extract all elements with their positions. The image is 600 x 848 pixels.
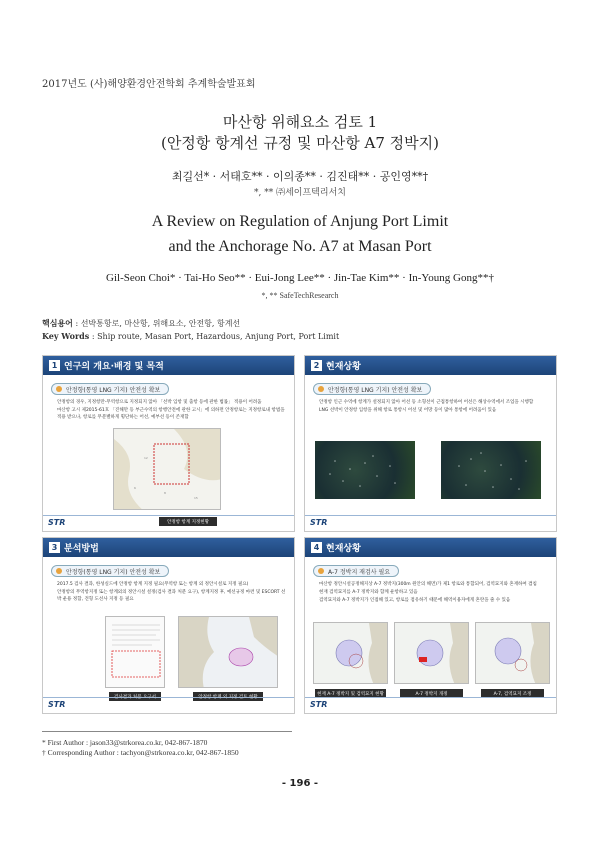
slide-footer-line bbox=[43, 697, 294, 698]
footnote-divider bbox=[42, 731, 292, 732]
slide-bullets bbox=[43, 578, 294, 603]
slide-number: 4 bbox=[311, 542, 322, 553]
slide-title-bar bbox=[305, 538, 556, 557]
slide-title: 현재상황 bbox=[326, 362, 361, 372]
affiliation-en: *, ** SafeTechResearch bbox=[261, 291, 339, 300]
bullet: LNG 선박이 안정항 입항을 위해 항로 통항시 어선 및 어망 등이 많아 통항에 어려움이 있음 bbox=[319, 408, 497, 413]
bullet: 2017.5 검사 결과, 한성실드에 안정항 항계 지정 필요(무역항 또는 항계 외 정안시설로 지정 필요) bbox=[57, 582, 249, 587]
slide-title-bar bbox=[305, 356, 556, 375]
chart-map-image bbox=[113, 428, 221, 510]
slide-number: 3 bbox=[49, 542, 60, 553]
image-caption: 안정항 항계 지정현황 bbox=[159, 517, 217, 526]
slide-pill: A-7 정박지 재검사 필요 bbox=[313, 565, 399, 577]
bullet-dot-icon bbox=[318, 386, 324, 392]
bullet: 현재 검역묘지를 A-7 정박지와 함께 운항하고 있음 bbox=[319, 590, 418, 595]
svg-text:8: 8 bbox=[164, 491, 166, 495]
aerial-photo-1 bbox=[315, 441, 415, 499]
footnote-corresponding-author: † Corresponding Author : tachyon@strkorea.co.kr, 042-867-1850 bbox=[42, 748, 239, 757]
bullet: 안정항의 경우, 지정항만-무역항으로 지정되지 않아 「선박 입항 및 출항 등에 관한 법률」 적용이 어려움 bbox=[57, 400, 262, 405]
svg-text:12: 12 bbox=[144, 456, 148, 460]
chart-map-image bbox=[313, 622, 388, 684]
bullet: 마산항 고시 제2015-61호 「진해만 등 부근수역의 항행안전에 관한 고시」에 의하면 안정항로는 지정항로내 항법을 적용 받으나, 항로를 무분별하게 횡단하는 어선, 예부선 등이 존재함 bbox=[57, 408, 285, 420]
keywords-ko-label: 핵심용어 bbox=[42, 318, 73, 328]
document-image bbox=[105, 616, 165, 688]
slide-title-bar bbox=[43, 356, 294, 375]
bullet-dot-icon bbox=[56, 568, 62, 574]
bullet-dot-icon bbox=[318, 568, 324, 574]
slide-4 bbox=[304, 537, 557, 714]
keywords-en-text: : Ship route, Masan Port, Hazardous, Anjung Port, Port Limit bbox=[91, 332, 340, 341]
str-logo: STR bbox=[48, 518, 66, 527]
slide-footer-line bbox=[305, 515, 556, 516]
chart-map-image bbox=[394, 622, 469, 684]
slide-pill: 안정항(통영 LNG 기지) 안전성 확보 bbox=[51, 565, 169, 577]
image-caption: A-7, 검역묘지 조정 bbox=[481, 689, 544, 698]
conference-header: 2017년도 (사)해양환경안전학회 추계학술발표회 bbox=[42, 79, 256, 90]
authors-en: Gil-Seon Choi* · Tai-Ho Seo** · Eui-Jong Lee** · Jin-Tae Kim** · In-Young Gong**† bbox=[106, 272, 494, 284]
svg-text:6: 6 bbox=[134, 486, 136, 490]
slide-footer-line bbox=[43, 515, 294, 516]
str-logo: STR bbox=[310, 700, 328, 709]
title-ko-line-1: 마산항 위해요소 검토 1 bbox=[222, 113, 378, 131]
image-caption: 현재 A-7 정박지 및 검역묘지 현황 bbox=[315, 689, 386, 698]
keywords-ko bbox=[42, 318, 240, 329]
bullet: 마산항 정안시설공정해지상 A-7 정박지(300m 원안의 해면)가 제1 항로와 통합되어, 검역묘지와 혼재하여 겹침 bbox=[319, 582, 537, 587]
bullet: 검역묘지와 A-7 정박지가 인접해 있고, 항로를 점유하기 때문에 해역이용자에게 혼란을 줄 수 있음 bbox=[319, 598, 511, 603]
str-logo: STR bbox=[48, 700, 66, 709]
slide-title: 분석방법 bbox=[64, 544, 99, 554]
slide-1 bbox=[42, 355, 295, 532]
image-caption: A-7 정박지 개정 bbox=[400, 689, 463, 698]
keywords-en-label: Key Words bbox=[42, 331, 90, 341]
page-number: - 196 - bbox=[281, 778, 319, 789]
slide-bullets bbox=[305, 396, 556, 414]
affiliation-ko: *, ** ㈜세이프텍리서치 bbox=[254, 188, 346, 198]
slide-pill: 안정항(통영 LNG 기지) 안전성 확보 bbox=[313, 383, 431, 395]
keywords-ko-text: : 선박통항로, 마산항, 위해요소, 안전항, 항계선 bbox=[75, 319, 241, 328]
bullet: 안정항의 무역항지정 또는 항계외의 정안시설 설정(검사 결과 처분 요구), 항계지정 후, 예선규정 마련 및 ESCORT 선박 운용 정함, 견형 도선사 지정 등 필요 bbox=[57, 590, 286, 602]
svg-text:15: 15 bbox=[194, 496, 198, 500]
slide-3 bbox=[42, 537, 295, 714]
keywords-en bbox=[42, 331, 339, 341]
title-en-line-2: and the Anchorage No. A7 at Masan Port bbox=[168, 238, 432, 255]
chart-map-image bbox=[475, 622, 550, 684]
slide-number: 2 bbox=[311, 360, 322, 371]
title-ko-line-2: (안정항 항계선 규정 및 마산항 A7 정박지) bbox=[160, 134, 440, 152]
bullet-dot-icon bbox=[56, 386, 62, 392]
aerial-photo-2 bbox=[441, 441, 541, 499]
slide-footer-line bbox=[305, 697, 556, 698]
slide-bullets bbox=[43, 396, 294, 421]
slide-title: 현재상황 bbox=[326, 544, 361, 554]
slide-title-bar bbox=[43, 538, 294, 557]
slide-2 bbox=[304, 355, 557, 532]
slide-title: 연구의 개요·배경 및 목적 bbox=[64, 362, 164, 372]
authors-ko: 최길선* · 서태호** · 이의종** · 김진태** · 공인영**† bbox=[171, 170, 429, 183]
bullet: 안정항 인근 수역에 항계가 설정되지 않아 어선 등 소형선이 근접통항하여 어선은 해상수역에서 조업을 시행함 bbox=[319, 400, 534, 405]
slide-pill: 안정항(통영 LNG 기지) 안전성 확보 bbox=[51, 383, 169, 395]
slide-bullets bbox=[305, 578, 556, 604]
chart-map-image bbox=[178, 616, 278, 688]
footnote-first-author: * First Author : jason33@strkorea.co.kr, 042-867-1870 bbox=[42, 738, 208, 747]
str-logo: STR bbox=[310, 518, 328, 527]
slide-number: 1 bbox=[49, 360, 60, 371]
title-en-line-1: A Review on Regulation of Anjung Port Limit bbox=[151, 213, 449, 230]
